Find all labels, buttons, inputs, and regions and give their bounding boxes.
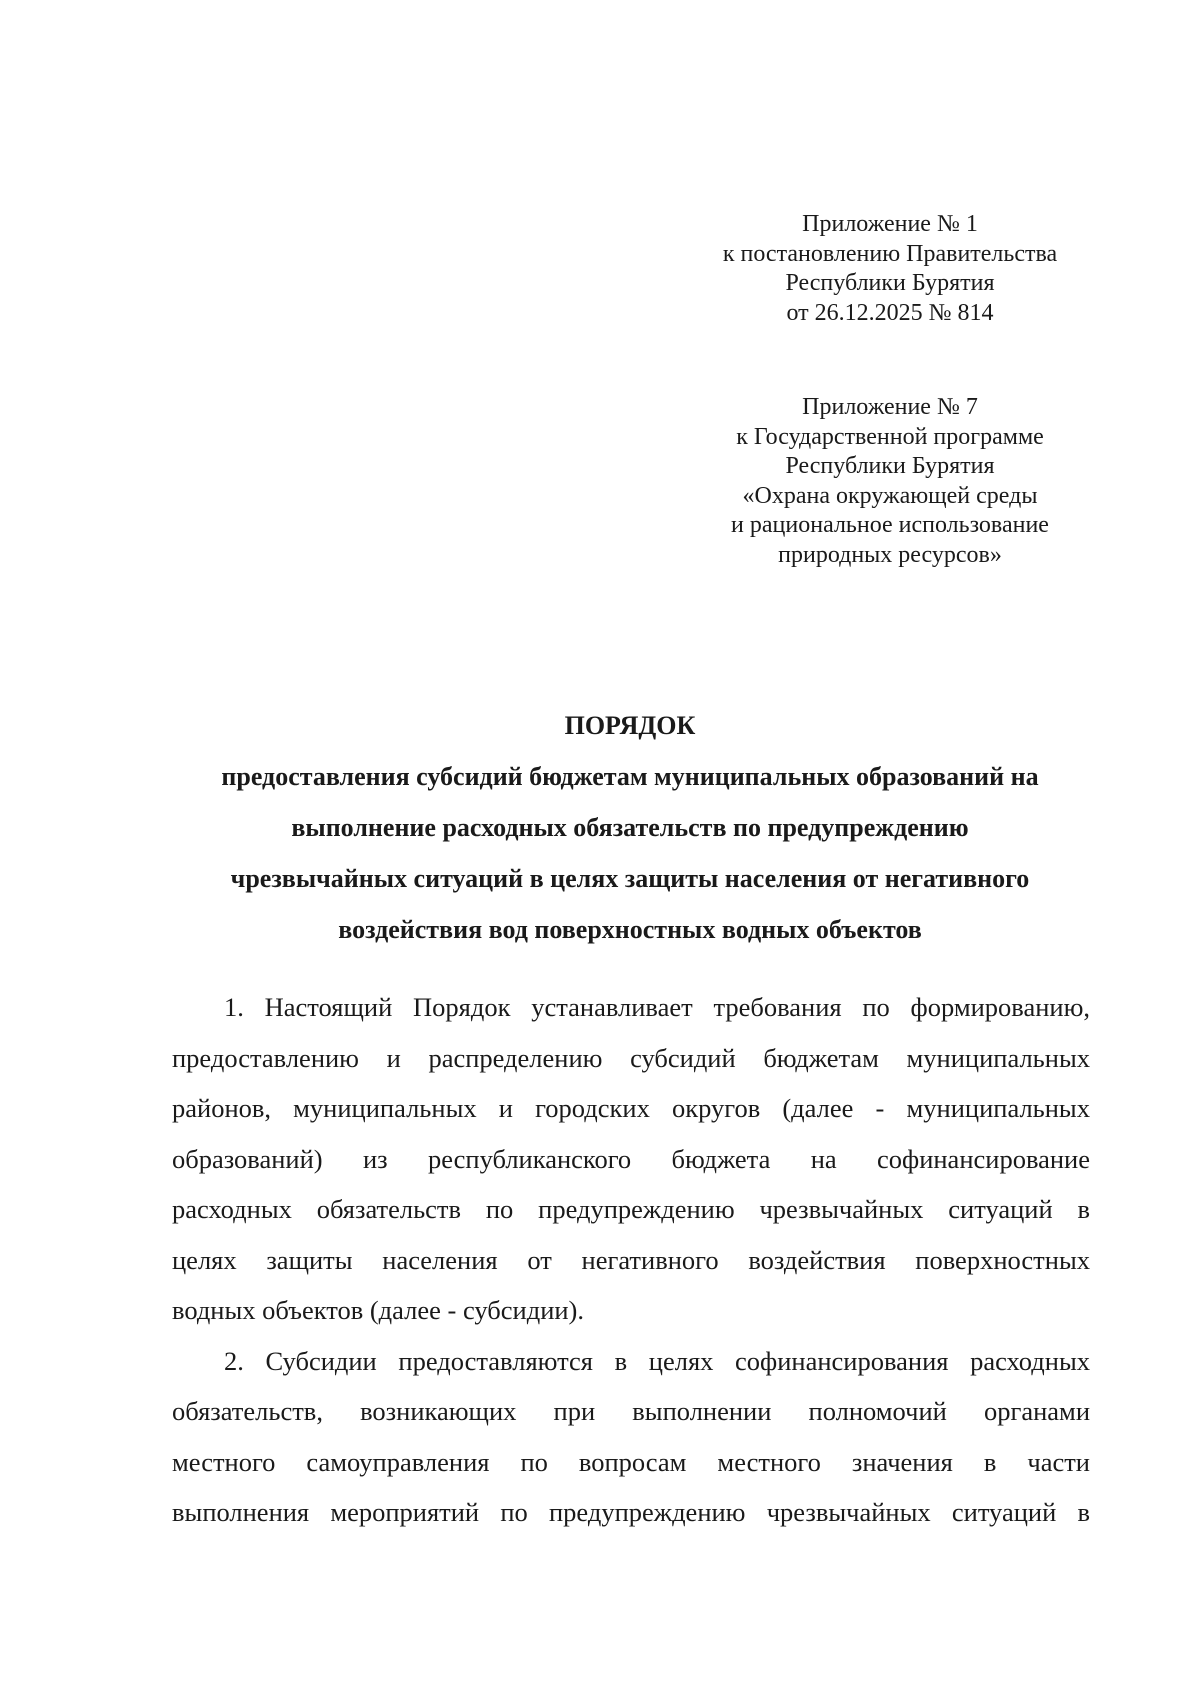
paragraph-line: предоставлению и распределению субсидий бюджетам муниципальных xyxy=(172,1042,1090,1073)
annex-7-line: природных ресурсов» xyxy=(778,541,1002,568)
paragraph-line: выполнения мероприятий по предупреждению чрезвычайных ситуаций в xyxy=(172,1497,1090,1527)
document-title xyxy=(170,700,1090,955)
paragraph-line: местного самоуправления по вопросам местного значения в части xyxy=(172,1446,1090,1477)
annex-7-line: Республики Бурятия xyxy=(785,453,995,479)
title-line: предоставления субсидий бюджетам муниципальных образований на xyxy=(221,762,1039,791)
annex-1-line: Республики Бурятия xyxy=(785,270,995,296)
title-line: выполнение расходных обязательств по предупреждению xyxy=(291,813,969,842)
annex-1-line: от 26.12.2025 № 814 xyxy=(786,299,994,326)
paragraph-line: 1. Настоящий Порядок устанавливает требования по формированию, xyxy=(224,992,1090,1022)
document-body xyxy=(172,982,1090,1538)
paragraph-line: обязательств, возникающих при выполнении полномочий органами xyxy=(172,1396,1090,1426)
annex-1-line: к постановлению Правительства xyxy=(722,240,1058,267)
title-heading: ПОРЯДОК xyxy=(564,711,696,740)
paragraph-2 xyxy=(172,1336,1090,1538)
annex-7-line: и рациональное использование xyxy=(731,512,1049,538)
annex-7-header xyxy=(700,393,1080,570)
annex-7-line: Приложение № 7 xyxy=(802,394,978,420)
annex-1-header xyxy=(700,210,1080,328)
paragraph-line: расходных обязательств по предупреждению чрезвычайных ситуаций в xyxy=(172,1194,1090,1224)
annex-7-line: к Государственной программе xyxy=(736,423,1044,450)
paragraph-line: целях защиты населения от негативного воздействия поверхностных xyxy=(172,1244,1090,1275)
paragraph-1 xyxy=(172,982,1090,1336)
annex-1-line: Приложение № 1 xyxy=(802,211,978,237)
paragraph-line: водных объектов (далее - субсидии). xyxy=(172,1295,585,1325)
paragraph-line: образований) из республиканского бюджета на софинансирование xyxy=(172,1143,1090,1174)
annex-7-line: «Охрана окружающей среды xyxy=(742,482,1038,509)
paragraph-line: районов, муниципальных и городских округов (далее - муниципальных xyxy=(172,1093,1090,1123)
paragraph-line: 2. Субсидии предоставляются в целях софинансирования расходных xyxy=(224,1345,1090,1376)
title-line: чрезвычайных ситуаций в целях защиты населения от негативного xyxy=(230,864,1030,893)
title-line: воздействия вод поверхностных водных объектов xyxy=(338,915,922,944)
